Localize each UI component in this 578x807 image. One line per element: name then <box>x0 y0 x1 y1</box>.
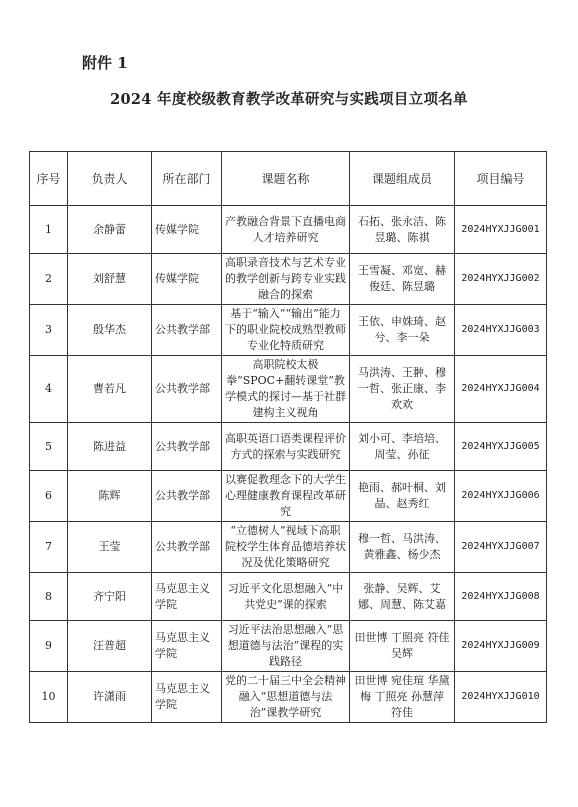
cell-leader: 汪普超 <box>68 621 152 672</box>
cell-code: 2024HYXJJG009 <box>455 621 547 672</box>
table-row <box>30 471 547 522</box>
cell-dept: 公共教学部 <box>152 471 222 522</box>
cell-leader: 许潇雨 <box>68 672 152 723</box>
header-members: 课题组成员 <box>350 152 455 206</box>
cell-code: 2024HYXJJG008 <box>455 573 547 621</box>
cell-topic: 党的二十届三中全会精神融入“思想道德与法治”课教学研究 <box>222 672 350 723</box>
header-topic: 课题名称 <box>222 152 350 206</box>
cell-dept: 传媒学院 <box>152 206 222 254</box>
cell-members: 田世博 丁照亮 符佳 吴辉 <box>350 621 455 672</box>
project-table <box>29 151 547 723</box>
cell-no: 2 <box>30 254 68 305</box>
cell-no: 3 <box>30 305 68 356</box>
cell-topic: 习近平法治思想融入“思想道德与法治”课程的实践路径 <box>222 621 350 672</box>
cell-no: 4 <box>30 356 68 423</box>
table-row <box>30 573 547 621</box>
cell-leader: 余静蕾 <box>68 206 152 254</box>
table-header-row <box>30 152 547 206</box>
document-title: 2024 年度校级教育教学改革研究与实践项目立项名单 <box>110 91 468 108</box>
cell-no: 6 <box>30 471 68 522</box>
header-dept: 所在部门 <box>152 152 222 206</box>
table-row <box>30 672 547 723</box>
cell-leader: 陈辉 <box>68 471 152 522</box>
cell-dept: 公共教学部 <box>152 305 222 356</box>
cell-members: 王依、申姝琦、赵兮、李一朵 <box>350 305 455 356</box>
table-row <box>30 206 547 254</box>
cell-members: 王雪凝、邓宽、赫俊廷、陈昱璐 <box>350 254 455 305</box>
table-row <box>30 305 547 356</box>
cell-dept: 马克思主义学院 <box>152 672 222 723</box>
attachment-label: 附件 1 <box>82 54 128 72</box>
cell-members: 张静、吴辉、艾娜、周慧、陈艾嘉 <box>350 573 455 621</box>
header-no: 序号 <box>30 152 68 206</box>
cell-members: 石拓、张永洁、陈昱璐、陈祺 <box>350 206 455 254</box>
cell-dept: 公共教学部 <box>152 423 222 471</box>
cell-leader: 殷华杰 <box>68 305 152 356</box>
cell-code: 2024HYXJJG003 <box>455 305 547 356</box>
cell-code: 2024HYXJJG001 <box>455 206 547 254</box>
cell-members: 刘小可、李培培、周莹、孙征 <box>350 423 455 471</box>
cell-code: 2024HYXJJG004 <box>455 356 547 423</box>
header-code: 项目编号 <box>455 152 547 206</box>
cell-dept: 公共教学部 <box>152 356 222 423</box>
header-leader: 负责人 <box>68 152 152 206</box>
cell-topic: 产教融合背景下直播电商人才培养研究 <box>222 206 350 254</box>
table-row <box>30 522 547 573</box>
cell-code: 2024HYXJJG002 <box>455 254 547 305</box>
cell-topic: 基于“输入”“输出”能力下的职业院校成熟型教师专业化特质研究 <box>222 305 350 356</box>
cell-topic: 高职英语口语类课程评价方式的探索与实践研究 <box>222 423 350 471</box>
cell-leader: 曹若凡 <box>68 356 152 423</box>
cell-members: 艳雨、郝叶桐、刘晶、赵秀红 <box>350 471 455 522</box>
cell-leader: 王莹 <box>68 522 152 573</box>
cell-dept: 马克思主义学院 <box>152 573 222 621</box>
cell-members: 穆一哲、马洪涛、黄雅鑫、杨少杰 <box>350 522 455 573</box>
table-row <box>30 254 547 305</box>
cell-no: 8 <box>30 573 68 621</box>
cell-topic: 习近平文化思想融入“中共党史”课的探索 <box>222 573 350 621</box>
cell-code: 2024HYXJJG010 <box>455 672 547 723</box>
cell-members: 马洪涛、王翀、穆一哲、张正康、李欢欢 <box>350 356 455 423</box>
table-row <box>30 423 547 471</box>
cell-dept: 马克思主义学院 <box>152 621 222 672</box>
cell-topic: 高职录音技术与艺术专业的教学创新与跨专业实践融合的探索 <box>222 254 350 305</box>
cell-no: 1 <box>30 206 68 254</box>
cell-topic: “立德树人”视域下高职院校学生体育品德培养状况及优化策略研究 <box>222 522 350 573</box>
cell-no: 7 <box>30 522 68 573</box>
cell-topic: 以赛促教理念下的大学生心理健康教育课程改革研究 <box>222 471 350 522</box>
cell-dept: 传媒学院 <box>152 254 222 305</box>
cell-dept: 公共教学部 <box>152 522 222 573</box>
cell-code: 2024HYXJJG007 <box>455 522 547 573</box>
cell-no: 5 <box>30 423 68 471</box>
cell-leader: 刘舒慧 <box>68 254 152 305</box>
cell-topic: 高职院校太极拳“SPOC+翻转课堂”教学模式的探讨—基于社群建构主义视角 <box>222 356 350 423</box>
cell-no: 10 <box>30 672 68 723</box>
cell-code: 2024HYXJJG005 <box>455 423 547 471</box>
table-row <box>30 621 547 672</box>
cell-code: 2024HYXJJG006 <box>455 471 547 522</box>
table-row <box>30 356 547 423</box>
cell-members: 田世博 宛佳瑄 华黛梅 丁照亮 孙慧萍 符佳 <box>350 672 455 723</box>
cell-leader: 陈进益 <box>68 423 152 471</box>
cell-no: 9 <box>30 621 68 672</box>
cell-leader: 齐宁阳 <box>68 573 152 621</box>
